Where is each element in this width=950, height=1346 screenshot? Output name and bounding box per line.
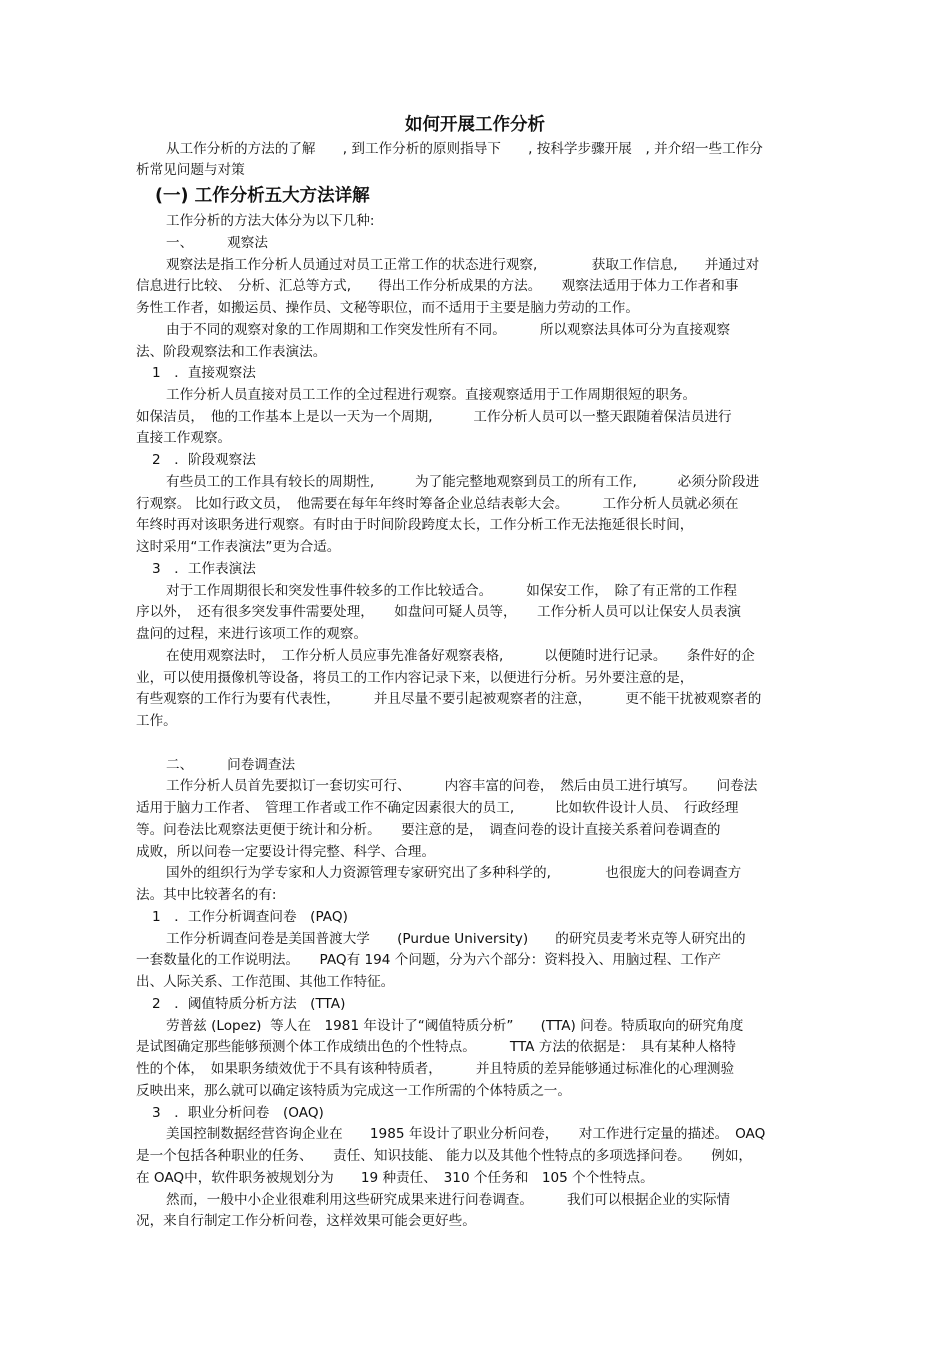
- paragraph-line: 有些员工的工作具有较长的周期性, 为了能完整地观察到员工的所有工作, 必须分阶段进: [166, 474, 760, 490]
- paragraph-line: 反映出来，那么就可以确定该特质为完成这一工作所需的个体特质之一。: [136, 1083, 571, 1099]
- paragraph-line: 盘问的过程，来进行该项工作的观察。: [136, 626, 368, 642]
- paragraph-line: 业，可以使用摄像机等设备，将员工的工作内容记录下来，以便进行分析。另外要注意的是，: [136, 670, 694, 686]
- list-item-heading: 2 ．阶段观察法: [152, 452, 256, 468]
- intro-line: 析常见问题与对策: [136, 162, 245, 178]
- paragraph-line: 在 OAQ中，软件职务被规划分为 19 种责任、 310 个任务和 105 个个性特点。: [136, 1170, 654, 1186]
- paragraph-line: 序以外， 还有很多突发事件需要处理， 如盘问可疑人员等， 工作分析人员可以让保安人员表演: [136, 604, 741, 620]
- paragraph-line: 适用于脑力工作者、 管理工作者或工作不确定因素很大的员工, 比如软件设计人员、 行政经理: [136, 800, 739, 816]
- paragraph-line: 一套数量化的工作说明法。 PAQ有 194 个问题，分为六个部分：资料投入、用脑过程、工作产: [136, 952, 722, 968]
- paragraph-line: 工作。: [136, 713, 177, 729]
- paragraph-line: 年终时再对该职务进行观察。有时由于时间阶段跨度太长，工作分析工作无法拖延很长时间，: [136, 517, 694, 533]
- paragraph-line: 美国控制数据经营咨询企业在 1985 年设计了职业分析问卷， 对工作进行定量的描述。 OAQ: [166, 1126, 766, 1142]
- list-item-heading: 1 ．直接观察法: [152, 365, 256, 381]
- intro-line: 从工作分析的方法的了解 , 到工作分析的原则指导下 , 按科学步骤开展 , 并介绍一些工作分: [166, 141, 763, 157]
- paragraph-line: 况，来自行制定工作分析问卷，这样效果可能会更好些。: [136, 1213, 476, 1229]
- paragraph-line: 国外的组织行为学专家和人力资源管理专家研究出了多种科学的, 也很庞大的问卷调查方: [166, 865, 742, 881]
- paragraph-line: 工作分析人员首先要拟订一套切实可行、 内容丰富的问卷， 然后由员工进行填写。 问卷法: [166, 778, 758, 794]
- list-item-heading: 2 ．阈值特质分析方法 (TTA): [152, 996, 346, 1012]
- subsection-heading: 二、 问卷调查法: [166, 757, 296, 773]
- paragraph-line: 对于工作周期很长和突发性事件较多的工作比较适合。 如保安工作， 除了有正常的工作程: [166, 583, 737, 599]
- paragraph-line: 法、阶段观察法和工作表演法。: [136, 344, 327, 360]
- paragraph-line: 性的个体， 如果职务绩效优于不具有该种特质者， 并且特质的差异能够通过标准化的心理测验: [136, 1061, 735, 1077]
- list-item-heading: 3 ．职业分析问卷 (OAQ): [152, 1105, 324, 1121]
- paragraph-line: 如保洁员， 他的工作基本上是以一天为一个周期, 工作分析人员可以一整天跟随着保洁员进行: [136, 409, 732, 425]
- paragraph-line: 工作分析人员直接对员工工作的全过程进行观察。直接观察适用于工作周期很短的职务。: [166, 387, 697, 403]
- paragraph-line: 在使用观察法时， 工作分析人员应事先准备好观察表格, 以便随时进行记录。 条件好的企: [166, 648, 755, 664]
- paragraph-line: 等。问卷法比观察法更便于统计和分析。 要注意的是， 调查问卷的设计直接关系着问卷调查的: [136, 822, 721, 838]
- paragraph-line: 务性工作者，如搬运员、操作员、文秘等职位，而不适用于主要是脑力劳动的工作。: [136, 300, 639, 316]
- paragraph-line: 工作分析调查问卷是美国普渡大学 (Purdue University) 的研究员麦考米克等人研究出的: [166, 931, 746, 947]
- paragraph-line: 法。其中比较著名的有:: [136, 887, 277, 903]
- paragraph-line: 由于不同的观察对象的工作周期和工作突发性所有不同。 所以观察法具体可分为直接观察: [166, 322, 731, 338]
- paragraph-line: 是一个包括各种职业的任务、 责任、知识技能、 能力以及其他个性特点的多项选择问卷。 例如，: [136, 1148, 753, 1164]
- paragraph-line: 直接工作观察。: [136, 430, 232, 446]
- list-item-heading: 3 ．工作表演法: [152, 561, 256, 577]
- paragraph-line: 出、人际关系、工作范围、其他工作特征。: [136, 974, 395, 990]
- paragraph-line: 信息进行比较、 分析、汇总等方式, 得出工作分析成果的方法。 观察法适用于体力工作者和事: [136, 278, 739, 294]
- subsection-heading: 一、 观察法: [166, 235, 268, 251]
- paragraph-line: 观察法是指工作分析人员通过对员工正常工作的状态进行观察, 获取工作信息, 并通过对: [166, 257, 760, 273]
- document-title: 如何开展工作分析: [405, 115, 545, 135]
- section-heading: (一) 工作分析五大方法详解: [155, 186, 370, 206]
- list-item-heading: 1 ．工作分析调查问卷 (PAQ): [152, 909, 348, 925]
- paragraph-line: 成败，所以问卷一定要设计得完整、科学、合理。: [136, 844, 436, 860]
- paragraph-line: 然而，一般中小企业很难利用这些研究成果来进行问卷调查。 我们可以根据企业的实际情: [166, 1192, 731, 1208]
- paragraph-line: 是试图确定那些能够预测个体工作成绩出色的个性特点。 TTA 方法的依据是： 具有某种人格特: [136, 1039, 736, 1055]
- paragraph-line: 工作分析的方法大体分为以下几种:: [166, 213, 375, 229]
- paragraph-line: 有些观察的工作行为要有代表性， 并且尽量不要引起被观察者的注意， 更不能干扰被观察者的: [136, 691, 762, 707]
- paragraph-line: 劳普兹 (Lopez) 等人在 1981 年设计了“阈值特质分析” (TTA) 问卷。特质取向的研究角度: [166, 1018, 744, 1034]
- paragraph-line: 这时采用“工作表演法”更为合适。: [136, 539, 341, 555]
- paragraph-line: 行观察。 比如行政文员， 他需要在每年年终时筹备企业总结表彰大会。 工作分析人员就必须在: [136, 496, 739, 512]
